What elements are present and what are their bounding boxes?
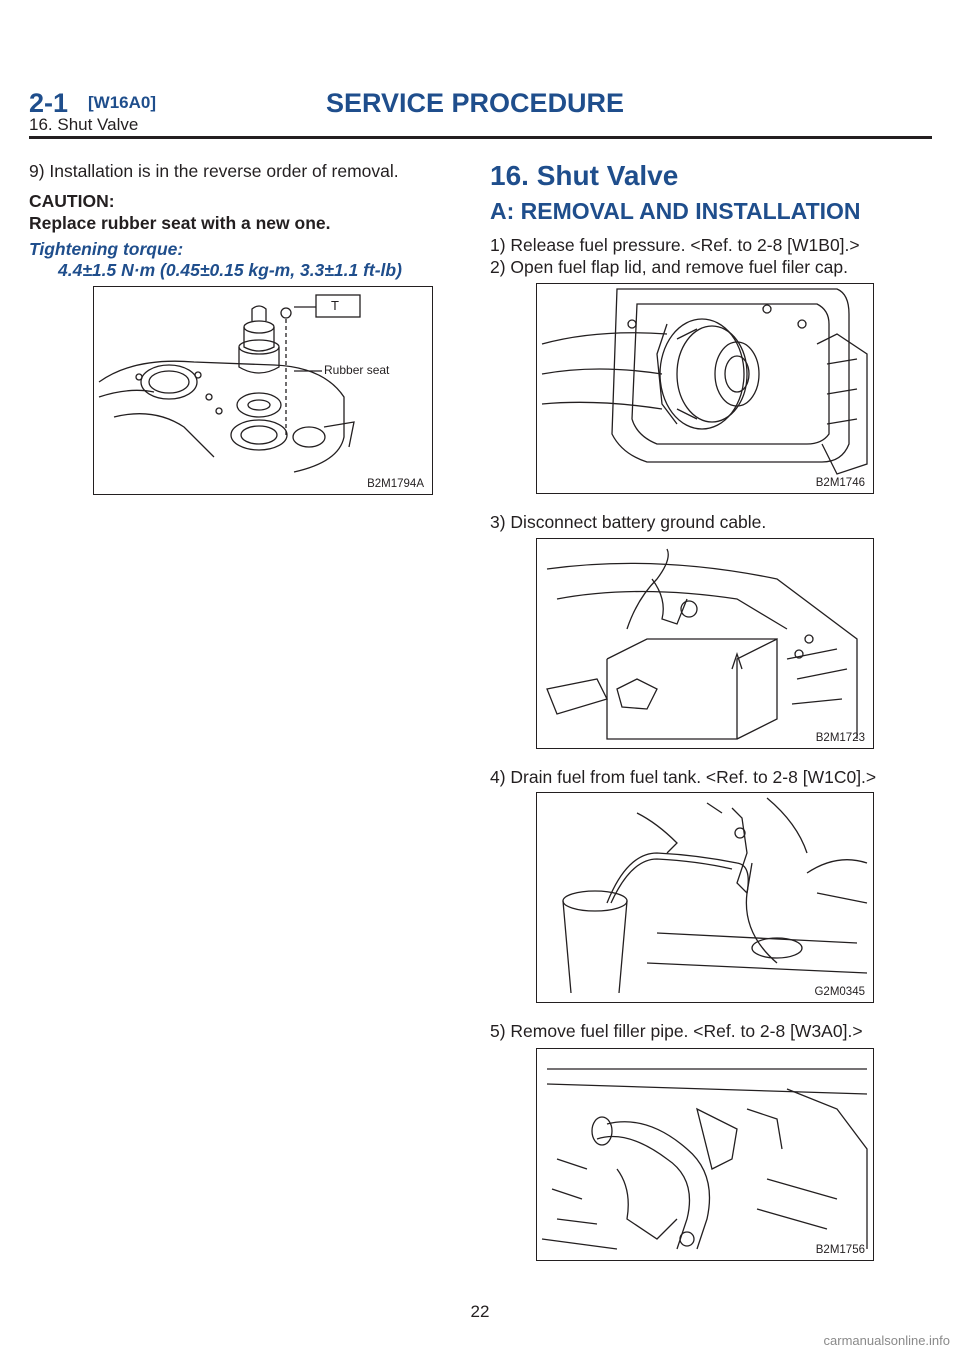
- step-9: 9) Installation is in the reverse order of removal.: [29, 161, 399, 181]
- figure-fuel-filler-pipe: [536, 1048, 874, 1261]
- filler-pipe-illustration: [537, 1049, 874, 1261]
- step-3: 3) Disconnect battery ground cable.: [490, 512, 767, 532]
- figure-code: B2M1723: [815, 732, 865, 744]
- page-number: 22: [470, 1302, 490, 1321]
- rubber-seat-label: Rubber seat: [324, 363, 390, 377]
- step-5: 5) Remove fuel filler pipe. <Ref. to 2-8 [W3A0].>: [490, 1021, 863, 1041]
- subsection-title: A: REMOVAL AND INSTALLATION: [490, 198, 861, 224]
- figure-shut-valve-rubber-seat: [93, 286, 433, 495]
- drain-fuel-illustration: [537, 793, 874, 1003]
- callout-t: T: [331, 298, 339, 313]
- section-number: 2-1: [29, 88, 69, 118]
- section-title: 16. Shut Valve: [490, 160, 679, 191]
- figure-code: B2M1746: [815, 477, 865, 489]
- caution-label: CAUTION:: [29, 191, 115, 211]
- torque-label: Tightening torque:: [29, 239, 184, 259]
- caution-text: Replace rubber seat with a new one.: [29, 213, 331, 233]
- header-divider: [29, 136, 932, 139]
- shut-valve-illustration: [94, 287, 433, 495]
- figure-code: B2M1756: [815, 1244, 865, 1256]
- battery-illustration: [537, 539, 874, 749]
- figure-code: B2M1794A: [367, 478, 424, 490]
- step-2: 2) Open fuel flap lid, and remove fuel filer cap.: [490, 257, 848, 277]
- page-subtitle: 16. Shut Valve: [29, 115, 139, 134]
- fuel-cap-illustration: [537, 284, 874, 494]
- figure-fuel-filler-cap: [536, 283, 874, 494]
- page-title: SERVICE PROCEDURE: [326, 88, 625, 118]
- figure-drain-fuel: [536, 792, 874, 1003]
- watermark: carmanualsonline.info: [823, 1333, 950, 1348]
- figure-code: G2M0345: [814, 986, 865, 998]
- section-code: [W16A0]: [88, 93, 157, 112]
- step-1: 1) Release fuel pressure. <Ref. to 2-8 [W1B0].>: [490, 235, 860, 255]
- torque-value: 4.4±1.5 N·m (0.45±0.15 kg-m, 3.3±1.1 ft-lb): [58, 260, 402, 280]
- step-4: 4) Drain fuel from fuel tank. <Ref. to 2-8 [W1C0].>: [490, 767, 877, 787]
- figure-battery-ground-cable: [536, 538, 874, 749]
